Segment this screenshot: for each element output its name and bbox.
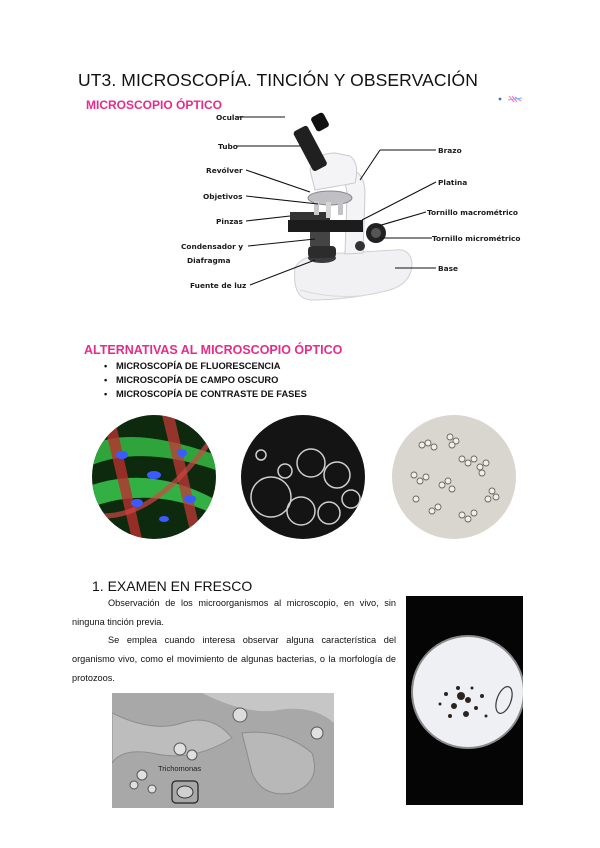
section-heading-alternativas: ALTERNATIVAS AL MICROSCOPIO ÓPTICO bbox=[84, 343, 343, 357]
paragraph-text: Observación de los microorganismos al microscopio, en vivo, sin ninguna tinción previa. bbox=[72, 598, 396, 627]
paragraph bbox=[72, 631, 396, 688]
label-tornillo-macrometrico: Tornillo macrométrico bbox=[427, 208, 518, 217]
phase-contrast-micrograph bbox=[392, 415, 516, 539]
darkfield-micrograph bbox=[241, 415, 365, 539]
list-item: • MICROSCOPÍA DE CONTRASTE DE FASES bbox=[104, 387, 307, 401]
label-fuente-de-luz: Fuente de luz bbox=[190, 281, 247, 290]
page-title: UT3. MICROSCOPÍA. TINCIÓN Y OBSERVACIÓN bbox=[78, 70, 478, 90]
list-item: • MICROSCOPÍA DE CAMPO OSCURO bbox=[104, 373, 307, 387]
label-base: Base bbox=[438, 264, 459, 273]
paragraph bbox=[72, 594, 396, 632]
eyepiece-view-photo bbox=[406, 596, 523, 805]
photo-label-trichomonas: Trichomonas bbox=[158, 764, 202, 773]
paragraph-text: Se emplea cuando interesa observar alguna característica del organismo vivo, como el movimiento de algunas bacterias, o la morfología de protozoos. bbox=[72, 635, 396, 683]
label-brazo: Brazo bbox=[438, 146, 462, 155]
section-heading-examen-en-fresco: 1. EXAMEN EN FRESCO bbox=[92, 578, 253, 594]
list-item: • MICROSCOPÍA DE FLUORESCENCIA bbox=[104, 359, 307, 373]
label-objetivos: Objetivos bbox=[203, 192, 243, 201]
label-ocular: Ocular bbox=[216, 113, 244, 122]
decorative-mark-icon bbox=[497, 93, 527, 105]
alternatives-list bbox=[104, 359, 307, 401]
trichomonas-photo bbox=[112, 693, 334, 808]
label-tubo: Tubo bbox=[218, 142, 238, 151]
label-tornillo-micrometrico: Tornillo micrométrico bbox=[432, 234, 521, 243]
label-pinzas: Pinzas bbox=[216, 217, 243, 226]
label-condensador: Condensador y bbox=[181, 242, 244, 251]
fluorescence-micrograph bbox=[92, 415, 216, 539]
label-diafragma: Diafragma bbox=[187, 256, 231, 265]
label-revolver: Revólver bbox=[206, 166, 243, 175]
label-platina: Platina bbox=[438, 178, 468, 187]
section-heading-microscopio: MICROSCOPIO ÓPTICO bbox=[86, 98, 223, 112]
